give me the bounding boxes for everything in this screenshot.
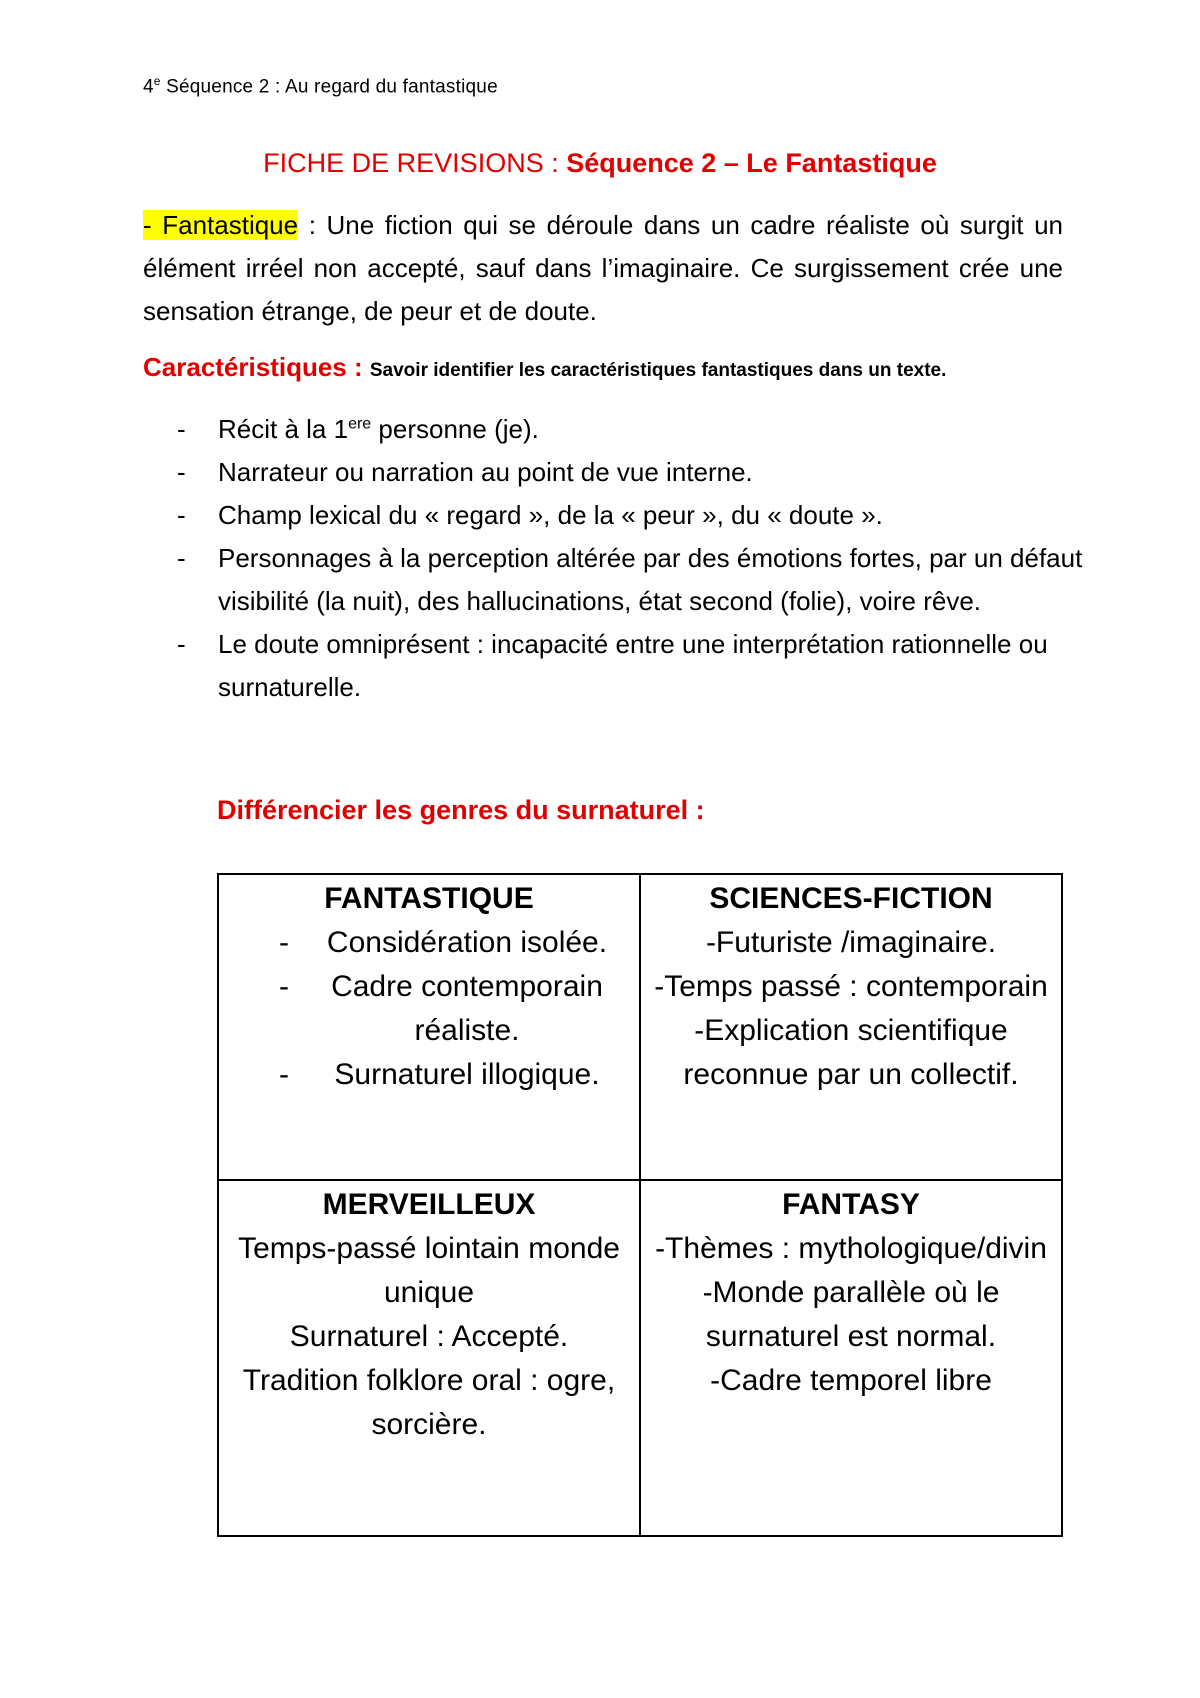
bullet-dash: - — [177, 629, 186, 659]
cell-line: Temps-passé lointain monde unique — [238, 1232, 620, 1309]
header-text: Séquence 2 : Au regard du fantastique — [160, 76, 498, 98]
table-row — [218, 874, 1062, 1180]
list-item — [143, 494, 1083, 537]
bullet-dash: - — [279, 926, 289, 959]
cell-line: -Explication scientifique reconnue par un collectif. — [683, 1014, 1019, 1091]
header-prefix: 4 — [143, 76, 154, 98]
fantastique-list — [225, 921, 633, 1097]
item1-b: personne (je). — [371, 414, 539, 444]
cell-line: Tradition folklore oral : ogre, sorcière. — [242, 1364, 616, 1441]
caracteristiques-desc: Savoir identifier les caractéristiques fantastiques dans un texte. — [369, 360, 947, 381]
bullet-dash: - — [177, 457, 186, 487]
caracteristiques-heading — [143, 352, 946, 383]
definition-text: : Une fiction qui se déroule dans un cadre réaliste où surgit un élément irréel non accepté, sauf dans l’imaginaire. Ce surgissement crée une sensation étrange, de peur et de doute. — [143, 210, 1063, 326]
cell-fantasy — [640, 1180, 1062, 1536]
cell-line: -Cadre temporel libre — [710, 1364, 992, 1397]
page-header — [143, 74, 498, 98]
genre-name: FANTASY — [782, 1188, 920, 1221]
item3-text: Champ lexical du « regard », de la « peur », du « doute ». — [218, 500, 883, 530]
cell-fantastique — [218, 874, 640, 1180]
bullet-dash: - — [177, 500, 186, 530]
item1-a: Récit à la 1 — [218, 414, 349, 444]
bullet-dash: - — [177, 543, 186, 573]
list-item — [225, 921, 633, 965]
caracteristiques-list — [143, 408, 1083, 709]
genres-table — [217, 873, 1063, 1537]
list-item — [143, 408, 1083, 451]
list-item — [225, 1053, 633, 1097]
list-item — [143, 623, 1083, 709]
list-item — [143, 451, 1083, 494]
cell-line: -Futuriste /imaginaire. — [705, 926, 997, 959]
caracteristiques-label: Caractéristiques : — [143, 352, 370, 382]
genre-name: SCIENCES-FICTION — [709, 882, 993, 915]
genres-subheading: Différencier les genres du surnaturel : — [217, 795, 705, 825]
cell-line: Surnaturel : Accepté. — [289, 1320, 569, 1353]
table-row — [218, 1180, 1062, 1536]
definition-paragraph — [143, 204, 1063, 333]
list-item-text: Cadre contemporain réaliste. — [331, 970, 603, 1047]
genre-name: MERVEILLEUX — [322, 1188, 536, 1221]
cell-line: -Thèmes : mythologique/divin — [655, 1232, 1047, 1265]
definition-term: - Fantastique — [143, 210, 299, 240]
cell-merveilleux — [218, 1180, 640, 1536]
bullet-dash: - — [177, 414, 186, 444]
item4-text: Personnages à la perception altérée par des émotions fortes, par un défaut visibilité (la nuit), des hallucinations, état second (folie), voire rêve. — [218, 543, 1083, 616]
item5-text: Le doute omniprésent : incapacité entre une interprétation rationnelle ou surnaturelle. — [218, 629, 1048, 702]
list-item-text: Considération isolée. — [326, 926, 608, 959]
genre-name: FANTASTIQUE — [324, 882, 534, 915]
bullet-dash: - — [279, 970, 289, 1003]
list-item — [225, 965, 633, 1053]
cell-line: -Temps passé : contemporain — [654, 970, 1048, 1003]
item1-sup: ere — [348, 415, 372, 433]
cell-science-fiction — [640, 874, 1062, 1180]
title-bold: Séquence 2 – Le Fantastique — [566, 148, 937, 178]
item2-text: Narrateur ou narration au point de vue interne. — [218, 457, 753, 487]
list-item — [143, 537, 1083, 623]
cell-line: -Monde parallèle où le surnaturel est normal. — [702, 1276, 1000, 1353]
list-item-text: Surnaturel illogique. — [334, 1058, 600, 1091]
page-title — [0, 148, 1200, 179]
bullet-dash: - — [279, 1058, 289, 1091]
title-normal: FICHE DE REVISIONS : — [263, 148, 567, 178]
header-sup: e — [153, 74, 161, 88]
